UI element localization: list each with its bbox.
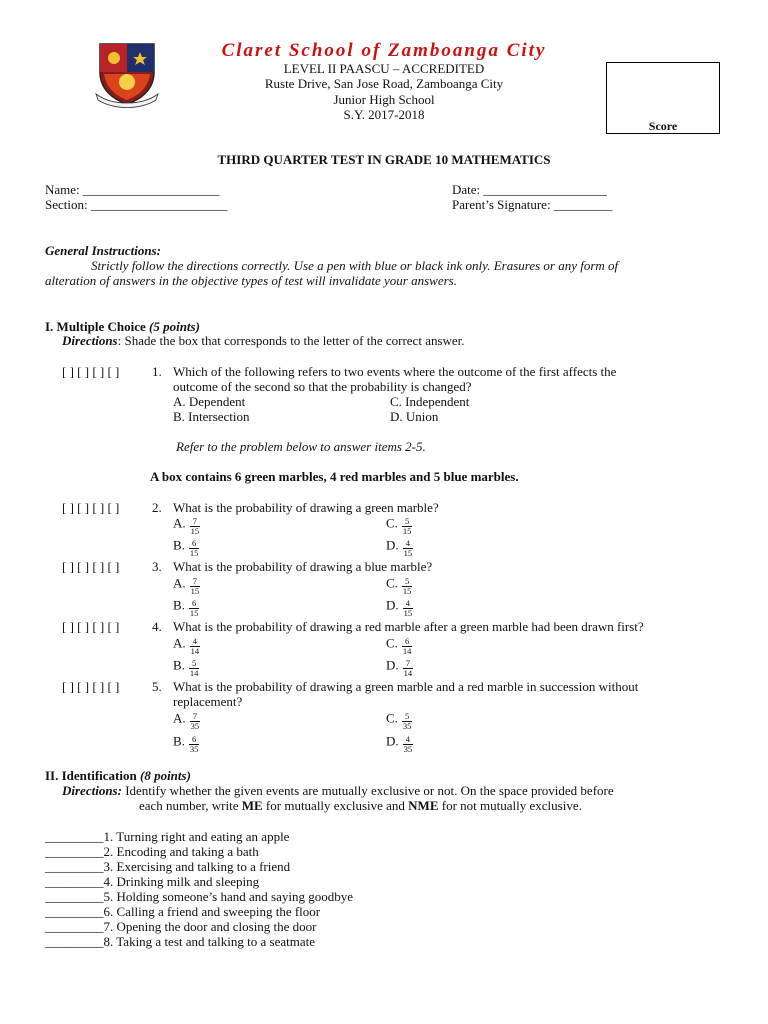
option-letter: A. <box>173 575 186 591</box>
problem-statement: A box contains 6 green marbles, 4 red marbles and 5 blue marbles. <box>150 469 519 484</box>
answer-blank[interactable]: _________ <box>45 889 104 904</box>
q3-answer-boxes[interactable]: [ ] [ ] [ ] [ ] <box>62 559 120 574</box>
part2-title: II. Identification <box>45 768 137 783</box>
fraction <box>403 735 414 754</box>
score-label: Score <box>648 119 678 133</box>
option-letter: B. <box>173 597 185 613</box>
q4-number: 4. <box>152 619 162 634</box>
id-item-2 <box>45 844 259 860</box>
q1-option-c[interactable]: C. Independent <box>390 394 470 409</box>
directions-text: each number, write <box>139 798 242 813</box>
q4-option-d[interactable] <box>386 657 413 676</box>
accreditation: LEVEL II PAASCU – ACCREDITED <box>283 61 485 76</box>
answer-blank[interactable]: _________ <box>45 919 104 934</box>
fraction <box>189 599 200 618</box>
q2-option-b[interactable] <box>173 537 199 556</box>
option-letter: D. <box>386 733 399 749</box>
directions-label: Directions <box>62 333 118 348</box>
signature-field[interactable]: Parent’s Signature: _________ <box>452 197 613 212</box>
item-text: 8. Taking a test and talking to a seatmate <box>103 934 315 949</box>
id-item-1 <box>45 829 289 845</box>
denominator: 14 <box>190 646 200 656</box>
denominator: 15 <box>402 526 412 536</box>
refer-note: Refer to the problem below to answer items 2-5. <box>176 439 426 454</box>
item-text: 3. Exercising and talking to a friend <box>103 859 291 874</box>
q5-option-c[interactable] <box>386 710 412 729</box>
item-text: 5. Holding someone’s hand and saying goodbye <box>103 889 353 904</box>
option-letter: C. <box>386 515 398 531</box>
q5-option-b[interactable] <box>173 733 199 752</box>
school-name: Claret School of Zamboanga City <box>221 40 547 61</box>
option-letter: B. <box>173 657 185 673</box>
fraction <box>403 659 414 678</box>
q1-answer-boxes[interactable]: [ ] [ ] [ ] [ ] <box>62 364 120 379</box>
option-letter: A. <box>173 635 186 651</box>
part2-points: (8 points) <box>139 768 191 783</box>
answer-blank[interactable]: _________ <box>45 934 104 949</box>
option-letter: D. <box>386 657 399 673</box>
q4-option-a[interactable] <box>173 635 200 654</box>
numerator: 7 <box>190 577 201 587</box>
part1-points: (5 points) <box>149 319 200 334</box>
answer-blank[interactable]: _________ <box>45 904 104 919</box>
denominator: 15 <box>189 608 199 618</box>
section-field[interactable]: Section: _____________________ <box>45 197 228 212</box>
option-letter: D. <box>386 537 399 553</box>
q5-number: 5. <box>152 679 162 694</box>
q2-option-d[interactable] <box>386 537 413 556</box>
q5-text-line2: replacement? <box>173 694 243 709</box>
numerator: 4 <box>403 539 414 549</box>
fraction <box>190 712 201 731</box>
school-address: Ruste Drive, San Jose Road, Zamboanga City <box>264 76 504 91</box>
fraction <box>403 539 414 558</box>
q3-text: What is the probability of drawing a blue marble? <box>173 559 433 574</box>
option-letter: A. <box>173 515 186 531</box>
part2-heading <box>45 768 191 784</box>
numerator: 5 <box>402 517 413 527</box>
q3-option-a[interactable] <box>173 575 200 594</box>
option-letter: C. <box>386 710 398 726</box>
item-text: 2. Encoding and taking a bath <box>103 844 259 859</box>
department: Junior High School <box>333 92 435 107</box>
numerator: 6 <box>402 637 413 647</box>
numerator: 6 <box>189 735 200 745</box>
numerator: 6 <box>189 539 200 549</box>
denominator: 14 <box>189 668 199 678</box>
denominator: 15 <box>190 586 200 596</box>
part1-title: I. Multiple Choice <box>45 319 146 334</box>
denominator: 15 <box>402 586 412 596</box>
answer-blank[interactable]: _________ <box>45 874 104 889</box>
q1-option-d[interactable]: D. Union <box>390 409 439 424</box>
q1-option-b[interactable]: B. Intersection <box>173 409 250 424</box>
date-field[interactable]: Date: ___________________ <box>452 182 607 197</box>
q3-option-b[interactable] <box>173 597 199 616</box>
q4-option-c[interactable] <box>386 635 412 654</box>
fraction <box>190 577 201 596</box>
numerator: 5 <box>402 712 413 722</box>
part1-directions <box>62 333 465 349</box>
q3-option-c[interactable] <box>386 575 412 594</box>
q2-text: What is the probability of drawing a green marble? <box>173 500 439 515</box>
numerator: 7 <box>403 659 414 669</box>
option-letter: B. <box>173 733 185 749</box>
denominator: 15 <box>403 608 413 618</box>
numerator: 5 <box>189 659 200 669</box>
fraction <box>190 517 201 536</box>
name-field[interactable]: Name: _____________________ <box>45 182 220 197</box>
q4-option-b[interactable] <box>173 657 199 676</box>
id-item-7 <box>45 919 317 935</box>
fraction <box>402 517 413 536</box>
q2-option-a[interactable] <box>173 515 200 534</box>
instructions-line2: alteration of answers in the objective types of test will invalidate your answers. <box>45 273 457 288</box>
id-item-8 <box>45 934 315 950</box>
numerator: 4 <box>190 637 201 647</box>
option-letter: B. <box>173 537 185 553</box>
q1-text-line1: Which of the following refers to two events where the outcome of the first affects the <box>173 364 617 379</box>
me-keyword: ME <box>241 798 263 813</box>
numerator: 5 <box>402 577 413 587</box>
id-item-5 <box>45 889 353 905</box>
nme-keyword: NME <box>408 798 439 813</box>
q5-answer-boxes[interactable]: [ ] [ ] [ ] [ ] <box>62 679 120 694</box>
fraction <box>402 637 413 656</box>
q1-number: 1. <box>152 364 162 379</box>
directions-text: : Shade the box that corresponds to the letter of the correct answer. <box>117 333 465 348</box>
fraction <box>190 637 201 656</box>
instructions-line1: Strictly follow the directions correctly. Use a pen with blue or black ink only. Erasures or any form of <box>91 258 619 273</box>
item-text: 7. Opening the door and closing the door <box>103 919 317 934</box>
score-box[interactable] <box>606 62 720 134</box>
option-letter: A. <box>173 710 186 726</box>
fraction <box>402 577 413 596</box>
q1-text-line2: outcome of the second so that the probability is changed? <box>173 379 472 394</box>
numerator: 4 <box>403 599 414 609</box>
school-year: S.Y. 2017-2018 <box>343 107 425 122</box>
denominator: 35 <box>189 744 199 754</box>
fraction <box>402 712 413 731</box>
denominator: 35 <box>190 721 200 731</box>
q5-text-line1: What is the probability of drawing a green marble and a red marble in succession without <box>173 679 639 694</box>
id-item-3 <box>45 859 290 875</box>
fraction <box>189 659 200 678</box>
directions-text: Identify whether the given events are mutually exclusive or not. On the space provided before <box>121 783 614 798</box>
answer-blank[interactable]: _________ <box>45 829 104 844</box>
fraction <box>403 599 414 618</box>
answer-blank[interactable]: _________ <box>45 844 104 859</box>
answer-blank[interactable]: _________ <box>45 859 104 874</box>
id-item-4 <box>45 874 259 890</box>
part2-directions-line1 <box>62 783 614 799</box>
denominator: 15 <box>403 548 413 558</box>
part2-directions-line2 <box>139 798 582 814</box>
q4-answer-boxes[interactable]: [ ] [ ] [ ] [ ] <box>62 619 120 634</box>
denominator: 15 <box>190 526 200 536</box>
fraction <box>189 539 200 558</box>
test-title: THIRD QUARTER TEST IN GRADE 10 MATHEMATICS <box>217 152 551 167</box>
id-item-6 <box>45 904 320 920</box>
numerator: 4 <box>403 735 414 745</box>
option-letter: C. <box>386 635 398 651</box>
numerator: 7 <box>190 517 201 527</box>
directions-text: for mutually exclusive and <box>262 798 409 813</box>
denominator: 15 <box>189 548 199 558</box>
q2-option-c[interactable] <box>386 515 412 534</box>
q3-option-d[interactable] <box>386 597 413 616</box>
numerator: 6 <box>189 599 200 609</box>
denominator: 35 <box>403 744 413 754</box>
fraction <box>189 735 200 754</box>
option-letter: D. <box>386 597 399 613</box>
q2-number: 2. <box>152 500 162 515</box>
denominator: 14 <box>403 668 413 678</box>
q1-option-a[interactable]: A. Dependent <box>173 394 246 409</box>
directions-text: for not mutually exclusive. <box>438 798 582 813</box>
q4-text: What is the probability of drawing a red marble after a green marble had been drawn first? <box>173 619 644 634</box>
q2-answer-boxes[interactable]: [ ] [ ] [ ] [ ] <box>62 500 120 515</box>
numerator: 7 <box>190 712 201 722</box>
denominator: 35 <box>402 721 412 731</box>
item-text: 6. Calling a friend and sweeping the floor <box>103 904 321 919</box>
q5-option-d[interactable] <box>386 733 413 752</box>
directions-label: Directions: <box>62 783 122 798</box>
option-letter: C. <box>386 575 398 591</box>
denominator: 14 <box>402 646 412 656</box>
instructions-heading: General Instructions: <box>45 243 161 258</box>
item-text: 1. Turning right and eating an apple <box>103 829 290 844</box>
q5-option-a[interactable] <box>173 710 200 729</box>
q3-number: 3. <box>152 559 162 574</box>
item-text: 4. Drinking milk and sleeping <box>103 874 260 889</box>
